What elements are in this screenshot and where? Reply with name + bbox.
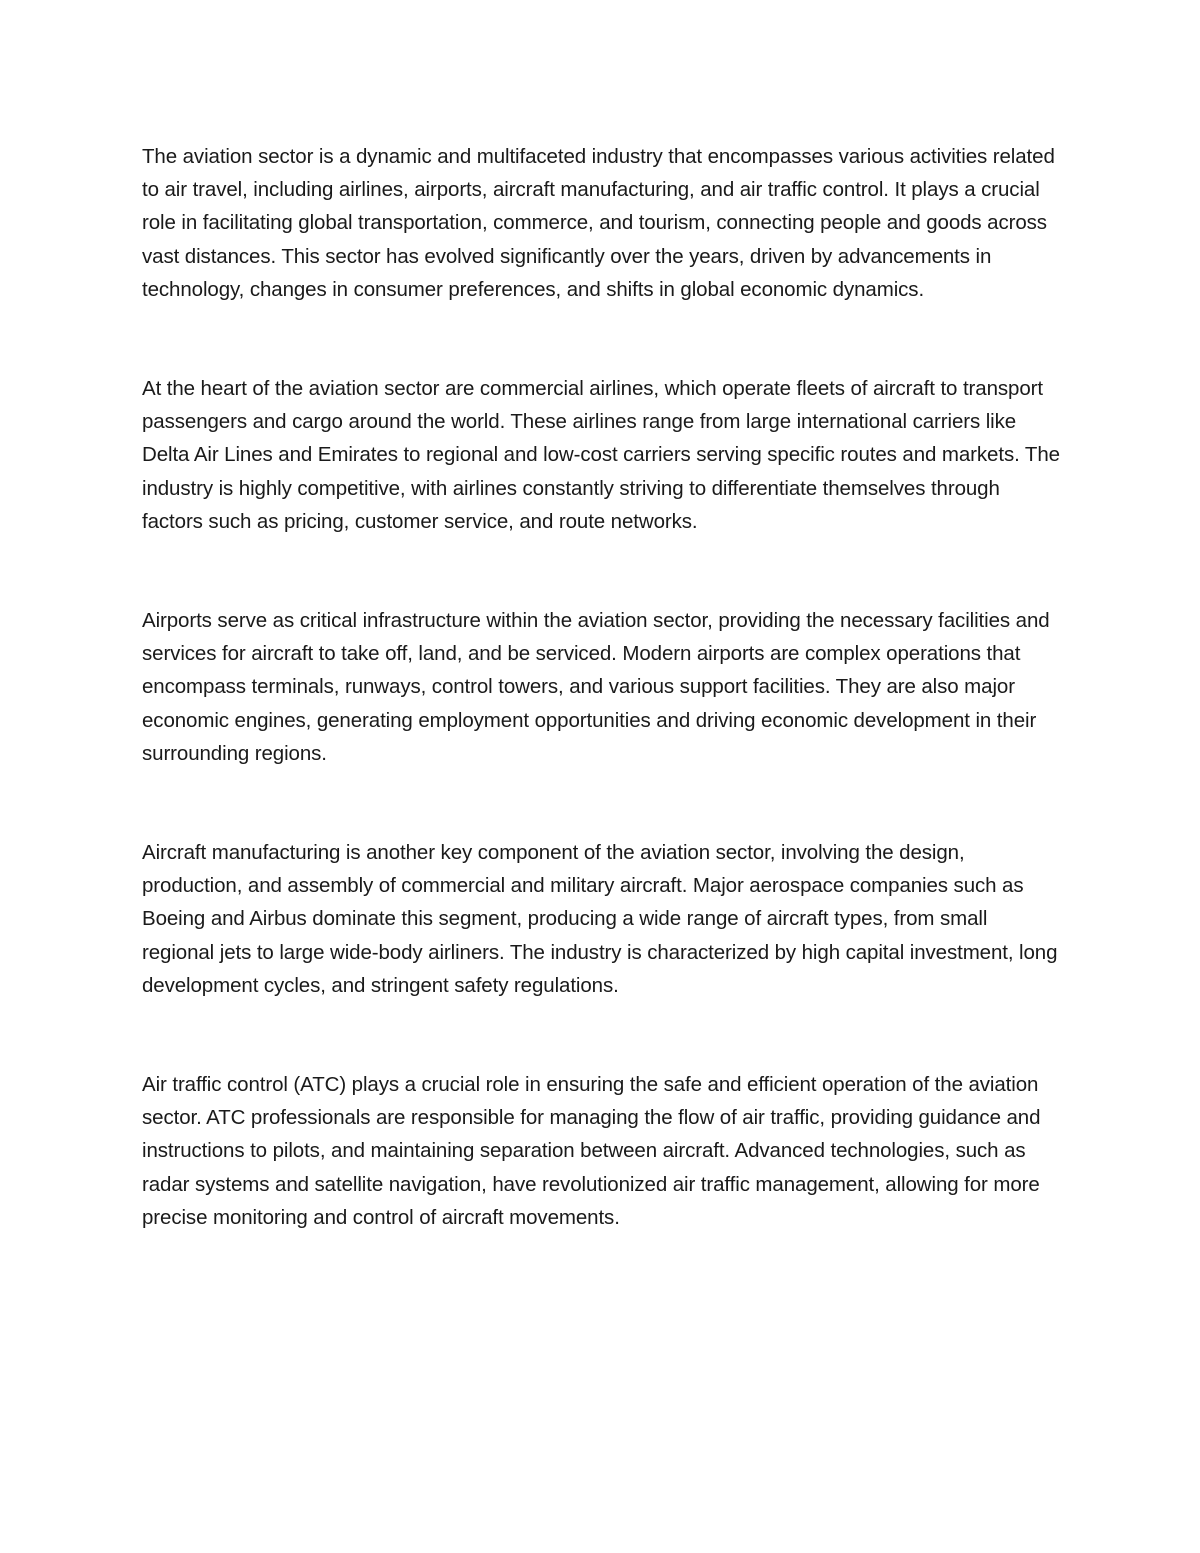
paragraph-commercial-airlines: At the heart of the aviation sector are commercial airlines, which operate fleets of aircraft to transport passengers and cargo around the world. These airlines range from large international carriers like Delta Air Lines and Emirates to regional and low-cost carriers serving specific routes and markets. The industry is highly competitive, with airlines constantly striving to differentiate themselves through factors such as pricing, customer service, and route networks. <box>142 377 1060 533</box>
paragraph-aircraft-manufacturing: Aircraft manufacturing is another key component of the aviation sector, involving the design, production, and assembly of commercial and military aircraft. Major aerospace companies such as Boeing and Airbus dominate this segment, producing a wide range of aircraft types, from small regional jets to large wide-body airliners. The industry is characterized by high capital investment, long development cycles, and stringent safety regulations. <box>142 841 1058 997</box>
paragraph-airports: Airports serve as critical infrastructure within the aviation sector, providing the necessary facilities and services for aircraft to take off, land, and be serviced. Modern airports are complex operations that encompass terminals, runways, control towers, and various support facilities. They are also major economic engines, generating employment opportunities and driving economic development in their surrounding regions. <box>142 609 1050 765</box>
paragraph-air-traffic-control: Air traffic control (ATC) plays a crucial role in ensuring the safe and efficient operation of the aviation sector. ATC professionals are responsible for managing the flow of air traffic, providing guidance and instructions to pilots, and maintaining separation between aircraft. Advanced technologies, such as radar systems and satellite navigation, have revolutionized air traffic management, allowing for more precise monitoring and control of aircraft movements. <box>142 1073 1041 1229</box>
document-body <box>142 140 1062 1234</box>
paragraph-aviation-overview: The aviation sector is a dynamic and multifaceted industry that encompasses various activities related to air travel, including airlines, airports, aircraft manufacturing, and air traffic control. It plays a crucial role in facilitating global transportation, commerce, and tourism, connecting people and goods across vast distances. This sector has evolved significantly over the years, driven by advancements in technology, changes in consumer preferences, and shifts in global economic dynamics. <box>142 145 1055 301</box>
